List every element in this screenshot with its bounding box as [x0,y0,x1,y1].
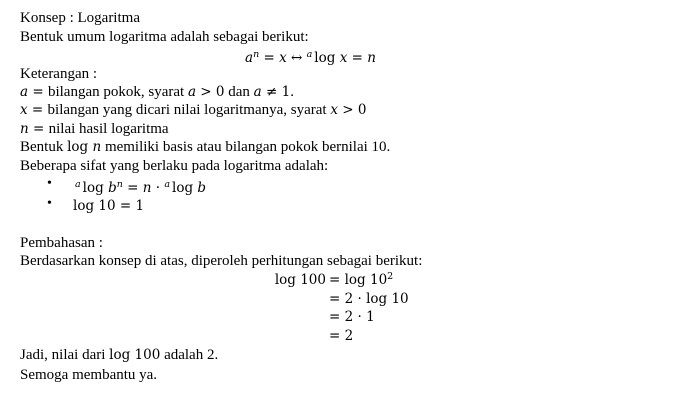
base10-note: Bentuk log n memiliki basis atau bilangan pokok bernilai 10. [20,139,391,155]
definition-n: n = nilai hasil logaritma [20,121,169,137]
bullet-icon: • [47,196,52,211]
properties-intro: Beberapa sifat yang berlaku pada logaritma adalah: [20,158,329,174]
step-3: = 2 · 1 [329,309,375,325]
bullet-icon: • [47,176,52,191]
step-1: = $\log 10^2$ [329,271,394,288]
concept-title: Konsep : Logaritma [20,10,140,26]
property-log10: log 10 = 1 [73,198,145,214]
property-power-rule: $^a$ $\log b^n = n \cdot ^a$ log b [75,179,207,196]
discussion-intro: Berdasarkan konsep di atas, diperoleh perhitungan sebagai berikut: [20,253,423,269]
keterangan-label: Keterangan : [20,66,98,82]
general-formula: $a^n = x$ ↔ $^a$ log x = n [245,49,376,66]
closing: Semoga membantu ya. [20,367,158,383]
concept-intro: Bentuk umum logaritma adalah sebagai berikut: [20,29,309,45]
conclusion: Jadi, nilai dari log 100 adalah 2. [20,347,219,363]
step-lhs: log 100 [274,272,326,288]
step-4: = 2 [329,328,354,344]
definition-a: a = bilangan pokok, syarat a > 0 dan a ≠ 1. [20,84,294,100]
definition-x: x = bilangan yang dicari nilai logaritmanya, syarat x > 0 [20,102,367,118]
step-2: = 2 · log 10 [329,291,409,307]
discussion-label: Pembahasan : [20,235,103,251]
